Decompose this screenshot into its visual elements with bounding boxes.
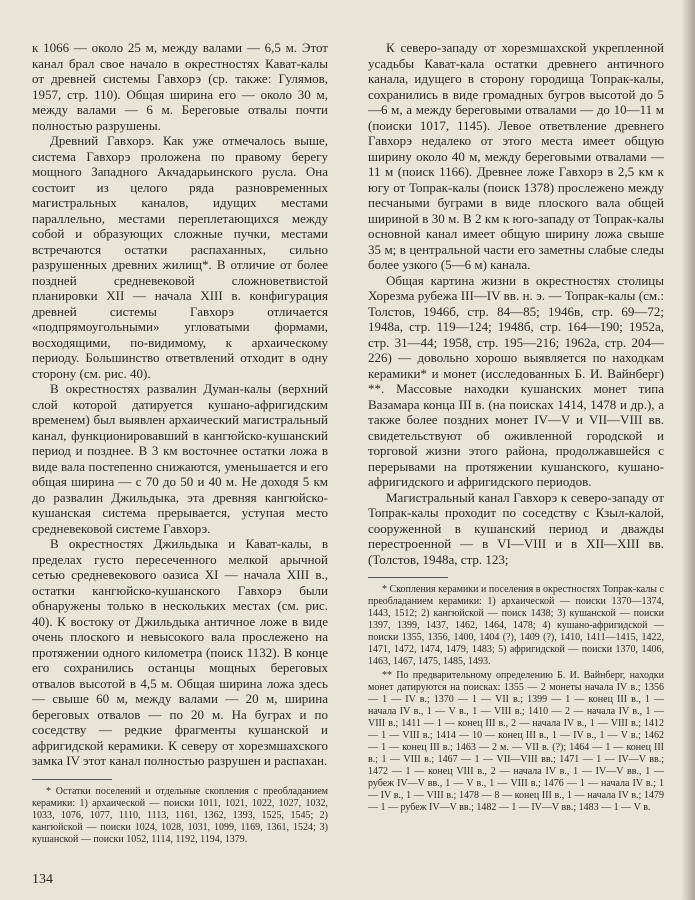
footnote: * Остатки поселений и отдельные скопления с преобладанием керамики: 1) архаической — поиски 1011, 1021, 1022, 1027, 1032, 1033, 1076, 1077, 1110, 1113, 1161, 1362, 1393, 1525, 1545; 2) кангюйской — поиски 1024, 1028, 1031, 1099, 1169, 1361, 1524; 3) кушанской — поиски 1052, 1114, 1192, 1194, 1379.	[32, 785, 328, 845]
right-column	[368, 40, 664, 816]
paragraph: к 1066 — около 25 м, между валами — 6,5 м. Этот канал брал свое начало в окрестностях Кават-калы от древней системы Гавхорэ (ср. также: Гулямов, 1957, стр. 110). Общая ширина его — около 30 м, между валами — 6 м. Береговые отвалы почти полностью разрушены.	[32, 40, 328, 133]
footnote: ** По предварительному определению Б. И. Вайнберг, находки монет датируются на поисках: 1355 — 2 монеты начала IV в.; 1356 — 1 — IV в.; 1370 — 1 — VII в.; 1399 — 1 — конец III в., 1 — начала IV в., 1 — V в., 1 — VIII в.; 1410 — 2 — начала IV в., 1 — VIII в.; 1411 — 1 — конец III в., 2 — начала IV в., 1 — VIII в.; 1412 — 1 — VIII в.; 1414 — 10 — конец III в., 1 — IV в., 1 — V в.; 1462 — 1 — конец III в.; 1463 — 2 м. — VII в. (?); 1464 — 1 — конец III в.; 1 — VIII в.; 1467 — 1 — VII—VIII вв.; 1471 — 1 — IV—V вв.; 1472 — 1 — конец VIII в., 2 — начала IV в., 1 — IV—V вв., 1 — рубеж IV—V вв., 1 — V в., 1 — VIII в.; 1476 — 1 — начала IV в.; 1 — IV в., 1 — VIII в.; 1478 — 8 — конец III в., 1 — начала IV в.; 1479 — 1 — рубеж IV—V вв.; 1482 — 1 — IV—V вв.; 1483 — 1 — V в.	[368, 670, 664, 813]
paragraph: Магистральный канал Гавхорэ к северо-западу от Топрак-калы проходит по соседству с Кзыл-калой, сооруженной в кушанский период и дважды перестроенной — в VI—VIII и в XII—XIII вв. (Толстов, 1948а, стр. 123;	[368, 489, 664, 567]
footnote-divider	[32, 779, 112, 780]
paragraph: Древний Гавхорэ. Как уже отмечалось выше, система Гавхорэ проложена по правому берегу мощного Западного Акчадарьинского русла. Она состоит из целого ряда разновременных магистральных каналов, идущих местами параллельно, местами переплетающихся между собой и образующих сложные пучки, местами встречаются остатки распаханных, сильно разрушенных древних жилищ*. В отличие от более поздней средневековой сложноветвистой планировки XII — начала XIII в. конфигурация древней системы Гавхорэ отличается «подпрямоугольными» угловатыми формами, восходящими, по-видимому, к архаическому периоду. Большинство ответвлений отходит в одну сторону (см. рис. 40).	[32, 133, 328, 381]
paragraph: Общая картина жизни в окрестностях столицы Хорезма рубежа III—IV вв. н. э. — Топрак-калы (см.: Толстов, 1946б, стр. 84—85; 1946в, стр. 69—72; 1948а, стр. 119—124; 1948б, стр. 164—190; 1952а, стр. 31—44; 1958, стр. 195—216; 1962а, стр. 204—226) — довольно хорошо выявляется по находкам керамики* и монет (исследованных Б. И. Вайнберг) **. Массовые находки кушанских монет типа Вазамара конца III в. (на поисках 1414, 1478 и др.), а также более поздних монет IV—V и VII—VIII вв. свидетельствуют об оживленной городской и торговой жизни этого района, продолжавшейся с перерывами на протяжении кушанского, кушано-афригидского и афригидского периодов.	[368, 272, 664, 489]
binding-shadow	[681, 0, 695, 900]
paragraph: В окрестностях Джильдыка и Кават-калы, в пределах густо пересеченного мелкой арычной сетью средневекового оазиса XI — начала XIII в., остатки кангюйско-кушанского Гавхорэ были обнаружены только в нескольких местах (см. рис. 40). К востоку от Джильдыка античное ложе в виде очень плоского и невысокого вала прослежено на протяжении одного километра (поиск 1132). В конце его сохранились останцы мощных береговых отвалов высотой в 4,5 м. Общая ширина ложа здесь — свыше 60 м, между валами — 20 м, ширина береговых отвалов — по 20 м. На буграх и по соседству — редкие фрагменты кушанской и афригидской керамики. К северу от хорезмшахского замка IV этот канал полностью разрушен и распахан.	[32, 536, 328, 768]
footnote: * Скопления керамики и поселения в окрестностях Топрак-калы с преобладанием керамики: 1) архаической — поиски 1370—1374, 1443, 1512; 2) кангюйской — поиск 1438; 3) кушанской — поиски 1397, 1399, 1437, 1462, 1464, 1478; 4) кушано-афригидской — поиски 1355, 1356, 1400, 1404 (?), 1409 (?), 1410, 1411—1415, 1422, 1471, 1472, 1474, 1479, 1483; 5) афригидской — поиски 1370, 1406, 1463, 1467, 1475, 1485, 1493.	[368, 584, 664, 667]
paragraph: В окрестностях развалин Думан-калы (верхний слой которой датируется кушано-афригидским временем) был выявлен архаический магистральный канал, функционировавший в кангюйско-кушанский период и позднее. В 3 км восточнее остатки ложа в виде вала постепенно снижаются, уменьшается и его общая ширина — с 70 до 50 и 40 м. Не доходя 5 км до развалин Джильдыка, эта древняя кангюйско-кушанская система прерывается, уступая место средневековой системе Гавхорэ.	[32, 381, 328, 536]
footnote-divider	[368, 577, 448, 578]
left-column	[32, 40, 328, 848]
page-number: 134	[32, 872, 53, 887]
paragraph: К северо-западу от хорезмшахской укрепленной усадьбы Кават-кала остатки древнего античного канала, идущего в сторону городища Топрак-калы, сохранились в виде громадных бугров высотой до 5—6 м, а между береговыми отвалами — до 10—11 м (поиски 1017, 1145). Левое ответвление древнего Гавхорэ недалеко от этого места имеет общую ширину около 40 м, между береговыми отвалами — 11 м (поиск 1166). Древнее ложе Гавхорэ в 2,5 км к югу от Топрак-калы (поиск 1378) прослежено между песчаными буграми в виде плоского вала общей шириной в 30 м. В 2 км к юго-западу от Топрак-калы основной канал имеет общую ширину ложа свыше 35 м; в центральной части его заметны слабые следы более узкого (5—6 м) канала.	[368, 40, 664, 272]
